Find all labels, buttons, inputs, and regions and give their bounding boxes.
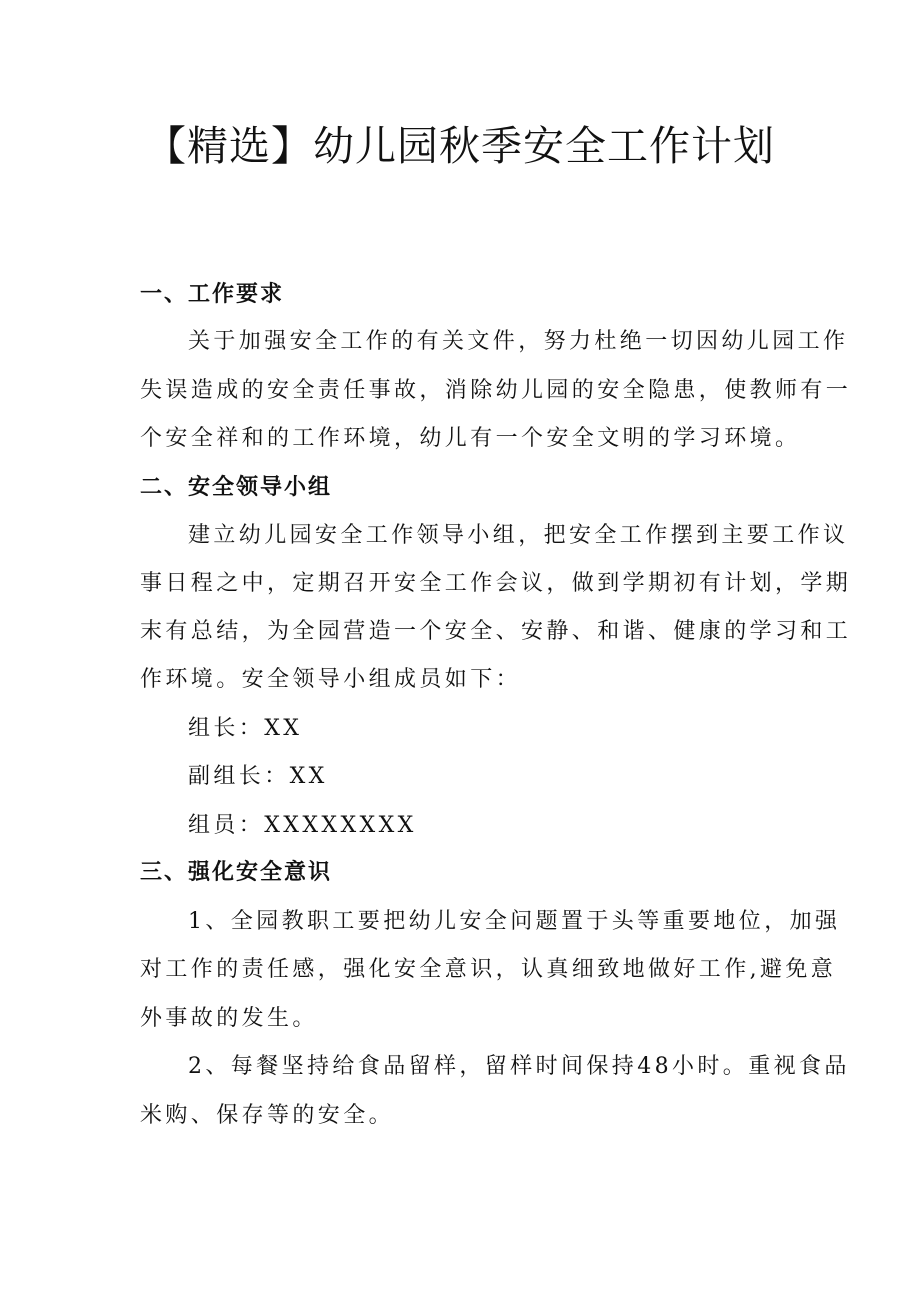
section-heading-work-requirements: 一、工作要求: [140, 282, 285, 307]
paragraph-line: 1、全园教职工要把幼儿安全问题置于头等重要地位，加强: [188, 909, 841, 934]
paragraph-line: 外事故的发生。: [140, 1006, 318, 1031]
paragraph-line: 关于加强安全工作的有关文件，努力杜绝一切因幼儿园工作: [188, 329, 849, 354]
document-title: 【精选】幼儿园秋季安全工作计划: [145, 122, 775, 170]
paragraph-line: 末有总结，为全园营造一个安全、安静、和谐、健康的学习和工: [140, 619, 852, 644]
group-members-line: 组员：XXXXXXXX: [188, 813, 417, 838]
paragraph-line: 对工作的责任感，强化安全意识，认真细致地做好工作,避免意: [140, 957, 837, 982]
section-heading-strengthen-safety-awareness: 三、强化安全意识: [140, 860, 333, 885]
paragraph-line: 事日程之中，定期召开安全工作会议，做到学期初有计划，学期: [140, 571, 852, 596]
section-heading-safety-leadership-group: 二、安全领导小组: [140, 475, 333, 500]
paragraph-line: 米购、保存等的安全。: [140, 1103, 395, 1128]
group-leader-line: 组长：XX: [188, 716, 303, 741]
paragraph-line: 作环境。安全领导小组成员如下：: [140, 667, 522, 692]
paragraph-line: 2、每餐坚持给食品留样，留样时间保持48小时。重视食品: [188, 1054, 850, 1079]
paragraph-line: 个安全祥和的工作环境，幼儿有一个安全文明的学习环境。: [140, 426, 801, 451]
paragraph-line: 建立幼儿园安全工作领导小组，把安全工作摆到主要工作议: [188, 523, 849, 548]
paragraph-line: 失误造成的安全责任事故，消除幼儿园的安全隐患，使教师有一: [140, 378, 852, 403]
deputy-group-leader-line: 副组长：XX: [188, 764, 328, 789]
